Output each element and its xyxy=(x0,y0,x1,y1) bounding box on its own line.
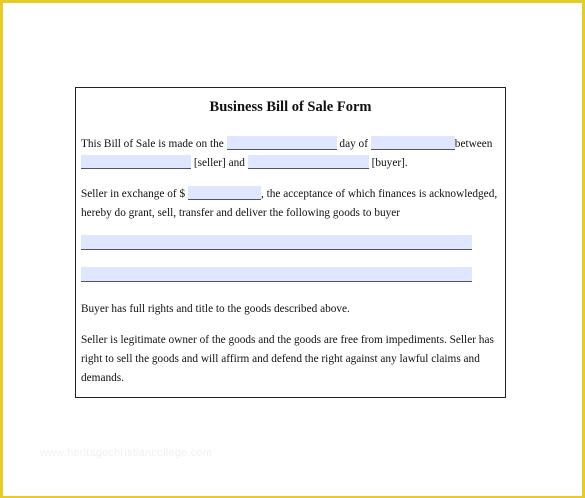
buyer-label: [buyer]. xyxy=(371,157,408,169)
goods-field-2[interactable] xyxy=(81,267,472,282)
day-of-text: day of xyxy=(339,138,368,150)
grant-line: hereby do grant, sell, transfer and deliver the following goods to buyer xyxy=(81,207,401,219)
buyer-field[interactable] xyxy=(248,155,369,169)
date-line-text: This Bill of Sale is made on the xyxy=(81,138,224,150)
seller-label: [seller] and xyxy=(193,157,245,169)
payment-text: Seller in exchange of $ xyxy=(81,188,186,200)
month-field[interactable] xyxy=(371,136,455,150)
parties-line xyxy=(81,155,408,170)
rights-paragraph: Buyer has full rights and title to the goods described above. xyxy=(81,303,350,315)
watermark: www.heritagechristiancollege.com xyxy=(40,447,213,459)
ownership-paragraph-line-1: Seller is legitimate owner of the goods and the goods are free from impediments. Seller has xyxy=(81,334,494,346)
date-field[interactable] xyxy=(227,136,337,150)
between-text: between xyxy=(454,138,493,150)
acceptance-text: , the acceptance of which finances is acknowledged, xyxy=(260,188,498,200)
bill-of-sale-form xyxy=(75,87,506,398)
date-line xyxy=(81,136,492,151)
ownership-paragraph-line-2: right to sell the goods and will affirm and defend the right against any lawful claims and xyxy=(81,353,480,365)
form-title: Business Bill of Sale Form xyxy=(209,99,372,115)
amount-field[interactable] xyxy=(188,186,261,200)
seller-field[interactable] xyxy=(81,155,191,169)
payment-line xyxy=(81,186,497,201)
ownership-paragraph-line-3: demands. xyxy=(81,372,124,384)
goods-field-1[interactable] xyxy=(81,235,472,250)
